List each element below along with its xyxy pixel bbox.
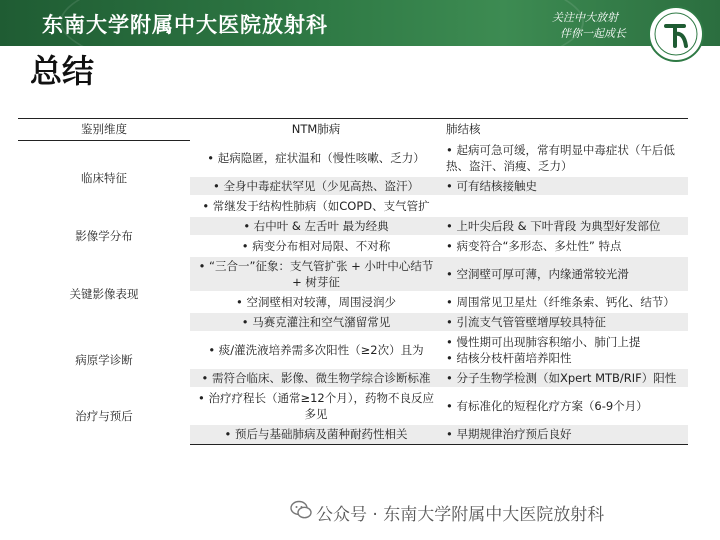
table-row — [18, 216, 688, 236]
hospital-logo-icon — [648, 6, 704, 62]
tb-cell: • 引流支气管管壁增厚较具特征 — [442, 312, 688, 332]
tb-cell: • 起病可急可缓，常有明显中毒症状（午后低热、盗汗、消瘦、乏力） — [442, 140, 688, 176]
ntm-cell: • 病变分布相对局限、不对称 — [190, 236, 442, 256]
page-title: 总结 — [30, 52, 95, 90]
table-header-row — [18, 119, 688, 141]
table-row — [18, 140, 688, 176]
ntm-cell: • 治疗疗程长（通常≥12个月），药物不良反应多见 — [190, 388, 442, 424]
tb-cell — [442, 196, 688, 216]
ntm-cell: • 右中叶 & 左舌叶 最为经典 — [190, 216, 442, 236]
ntm-cell: • 痰/灌洗液培养需多次阳性（≥2次）且为 — [190, 332, 442, 368]
header-slogan-line2: 伴你一起成长 — [560, 27, 626, 40]
ntm-cell: • 空洞壁相对较薄，周围浸润少 — [190, 292, 442, 312]
header-tb: 肺结核 — [442, 119, 688, 141]
comparison-table — [18, 118, 688, 445]
tb-cell-line: • 结核分枝杆菌培养阳性 — [446, 351, 572, 365]
header-ntm: NTM肺病 — [190, 119, 442, 141]
ntm-cell: • 全身中毒症状罕见（少见高热、盗汗） — [190, 176, 442, 196]
header-slogan-line1: 关注中大放射 — [552, 11, 618, 24]
tb-cell: • 分子生物学检测（如Xpert MTB/RIF）阳性 — [442, 368, 688, 388]
table-row — [18, 332, 688, 368]
tb-cell: • 上叶尖后段 & 下叶背段 为典型好发部位 — [442, 216, 688, 236]
ntm-cell: • “三合一”征象：支气管扩张 + 小叶中心结节 + 树芽征 — [190, 256, 442, 292]
tb-cell: • 病变符合“多形态、多灶性” 特点 — [442, 236, 688, 256]
tb-cell: • 周围常见卫星灶（纤维条索、钙化、结节） — [442, 292, 688, 312]
tb-cell — [442, 332, 688, 368]
ntm-cell: • 预后与基础肺病及菌种耐药性相关 — [190, 424, 442, 444]
ntm-cell: • 起病隐匿，症状温和（慢性咳嗽、乏力） — [190, 140, 442, 176]
header-bar — [0, 0, 720, 46]
ntm-cell: • 需符合临床、影像、微生物学综合诊断标准 — [190, 368, 442, 388]
ntm-cell: • 马赛克灌注和空气潴留常见 — [190, 312, 442, 332]
tb-cell: • 空洞壁可厚可薄，内缘通常较光滑 — [442, 256, 688, 292]
dimension-key-imaging: 关键影像表现 — [18, 256, 190, 332]
ntm-cell: • 常继发于结构性肺病（如COPD、支气管扩 — [190, 196, 442, 216]
header-dimension: 鉴别维度 — [18, 119, 190, 141]
dimension-treatment-prognosis: 治疗与预后 — [18, 388, 190, 444]
tb-cell: • 有标准化的短程化疗方案（6-9个月） — [442, 388, 688, 424]
table-row — [18, 256, 688, 292]
wechat-icon — [290, 500, 312, 520]
dimension-imaging-distribution: 影像学分布 — [18, 216, 190, 256]
tb-cell: • 可有结核接触史 — [442, 176, 688, 196]
tb-cell-line: • 慢性期可出现肺容积缩小、肺门上提 — [446, 335, 641, 349]
table-row — [18, 388, 688, 424]
watermark-text: 公众号 · 东南大学附属中大医院放射科 — [316, 505, 605, 525]
dimension-pathogen-diagnosis: 病原学诊断 — [18, 332, 190, 388]
tb-cell: • 早期规律治疗预后良好 — [442, 424, 688, 444]
dimension-clinical: 临床特征 — [18, 140, 190, 216]
header-title: 东南大学附属中大医院放射科 — [42, 12, 328, 37]
